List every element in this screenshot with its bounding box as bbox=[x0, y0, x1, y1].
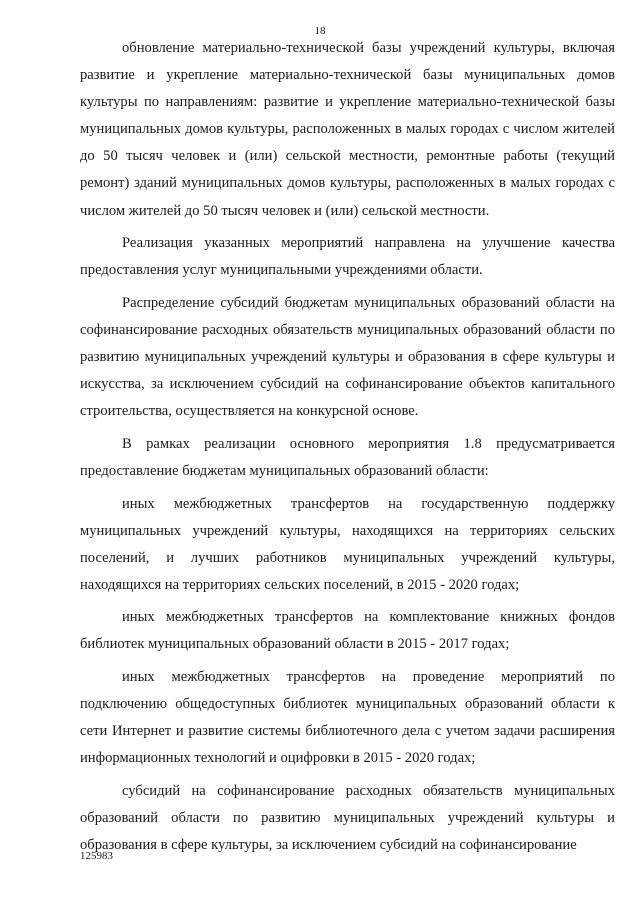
page-number: 18 bbox=[314, 25, 326, 37]
list-item-book-funds: иных межбюджетных трансфертов на комплектование книжных фондов библиотек муниципальных образований области в 2015 - 2017 годах; bbox=[80, 609, 615, 653]
document-body bbox=[80, 35, 615, 859]
list-item-state-support: иных межбюджетных трансфертов на государственную поддержку муниципальных учреждений культуры, находящихся на территориях сельских поселений, и лучших работников муниципальных учреждений культуры, находящихся на территориях сельских поселений, в 2015 - 2020 годах; bbox=[80, 495, 615, 593]
paragraph-implementation: Реализация указанных мероприятий направлена на улучшение качества предоставления услуг муниципальными учреждениями области. bbox=[80, 235, 615, 279]
paragraph-material-base: обновление материально-технической базы учреждений культуры, включая развитие и укрепление материально-технической базы муниципальных домов культуры по направлениям: развитие и укрепление материально-технической базы муниципальных домов культуры, расположенных в малых городах с числом жителей до 50 тысяч человек и (или) сельской местности, ремонтные работы (текущий ремонт) зданий муниципальных домов культуры, расположенных в малых городах с числом жителей до 50 тысяч человек и (или) сельской местности. bbox=[80, 40, 615, 219]
list-item-internet-connection: иных межбюджетных трансфертов на проведение мероприятий по подключению общедоступных библиотек муниципальных образований области к сети Интернет и развитие системы библиотечного дела с учетом задачи расширения информационных технологий и оцифровки в 2015 - 2020 годах; bbox=[80, 669, 615, 767]
paragraph-subsidy-distribution: Распределение субсидий бюджетам муниципальных образований области на софинансирование расходных обязательств муниципальных образований области по развитию муниципальных учреждений культуры и образования в сфере культуры и искусства, за исключением субсидий на софинансирование объектов капитального строительства, осуществляется на конкурсной основе. bbox=[80, 294, 615, 420]
list-item-cofinancing-subsidies: субсидий на софинансирование расходных обязательств муниципальных образований области по развитию муниципальных учреждений культуры и образования в сфере культуры, за исключением субсидий на софинансирование bbox=[80, 782, 615, 854]
paragraph-activity-1-8: В рамках реализации основного мероприятия 1.8 предусматривается предоставление бюджетам муниципальных образований области: bbox=[80, 435, 615, 479]
document-code: 125983 bbox=[80, 850, 113, 862]
